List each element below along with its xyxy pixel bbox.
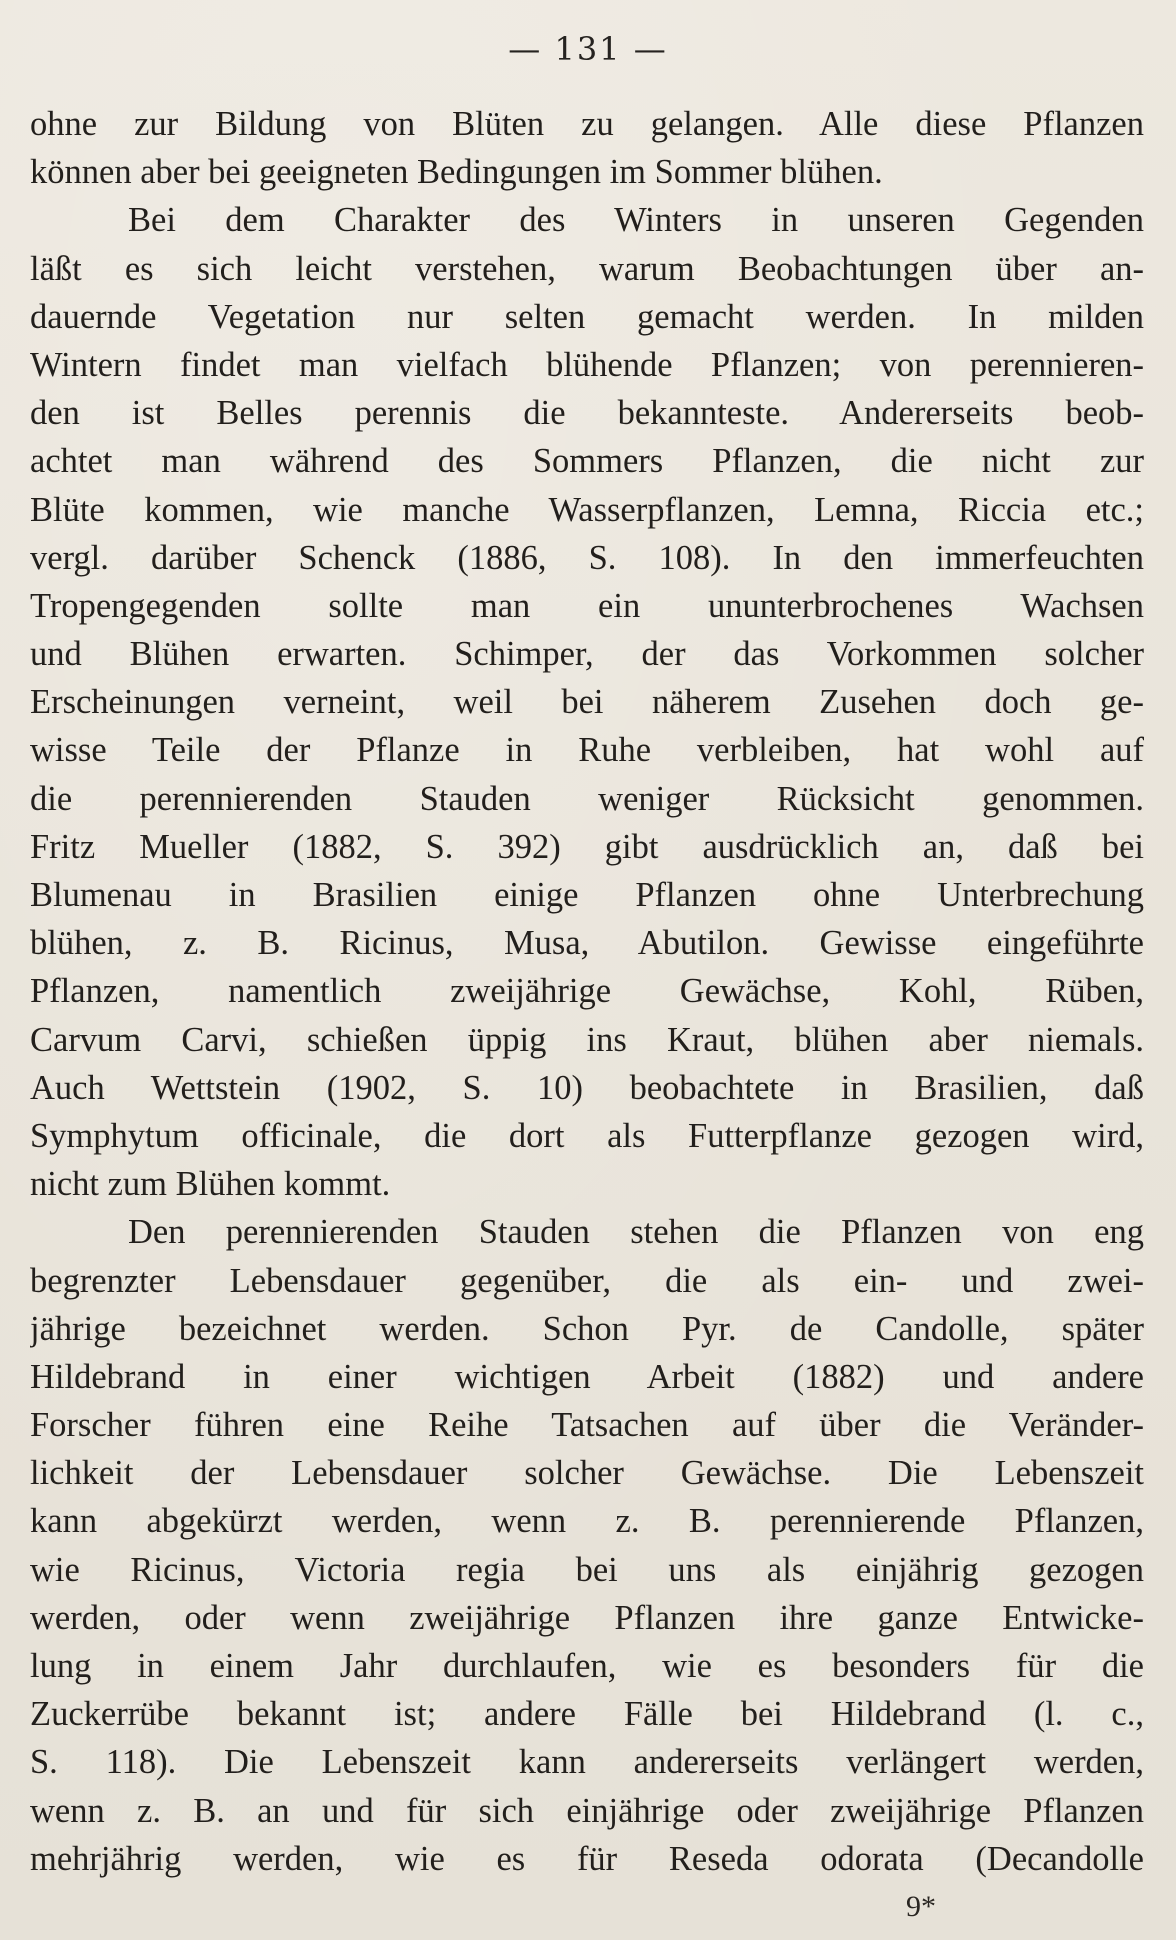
- paragraph-end-line: nicht zum Blühen kommt.: [30, 1165, 391, 1204]
- text-line: Hildebrand in einer wichtigen Arbeit (1882) und andere: [30, 1357, 1144, 1396]
- text-line: ohne zur Bildung von Blüten zu gelangen. Alle diese Pflanzen: [30, 105, 1144, 143]
- text-line: Fritz Mueller (1882, S. 392) gibt ausdrücklich an, daß bei: [30, 827, 1144, 866]
- text-line: kann abgekürzt werden, wenn z. B. perennierende Pflanzen,: [30, 1502, 1144, 1541]
- text-line: und Blühen erwarten. Schimper, der das Vorkommen solcher: [30, 635, 1144, 674]
- text-line: S. 118). Die Lebenszeit kann andererseits verlängert werden,: [30, 1743, 1144, 1782]
- page-number: — 131 —: [508, 30, 668, 68]
- text-line: Blumenau in Brasilien einige Pflanzen ohne Unterbrechung: [30, 876, 1144, 914]
- text-line: Zuckerrübe bekannt ist; andere Fälle bei Hildebrand (l. c.,: [30, 1695, 1144, 1734]
- text-line: Wintern findet man vielfach blühende Pflanzen; von perennieren-: [30, 345, 1144, 384]
- text-line: Pflanzen, namentlich zweijährige Gewächse, Kohl, Rüben,: [30, 972, 1144, 1011]
- text-line: wenn z. B. an und für sich einjährige oder zweijährige Pflanzen: [30, 1791, 1144, 1830]
- text-line: wie Ricinus, Victoria regia bei uns als einjährig gezogen: [30, 1550, 1144, 1589]
- text-line: Erscheinungen verneint, weil bei näherem Zusehen doch ge-: [30, 683, 1144, 722]
- text-line: können aber bei geeigneten Bedingungen im Sommer blühen.: [30, 153, 883, 192]
- text-line: achtet man während des Sommers Pflanzen, die nicht zur: [30, 442, 1144, 481]
- text-line: lichkeit der Lebensdauer solcher Gewächse. Die Lebenszeit: [30, 1454, 1144, 1493]
- text-line: wisse Teile der Pflanze in Ruhe verbleiben, hat wohl auf: [30, 731, 1144, 770]
- text-line: begrenzter Lebensdauer gegenüber, die als ein- und zwei-: [30, 1261, 1144, 1300]
- text-line: werden, oder wenn zweijährige Pflanzen ihre ganze Entwicke-: [30, 1598, 1144, 1637]
- text-line: Blüte kommen, wie manche Wasserpflanzen, Lemna, Riccia etc.;: [30, 490, 1144, 529]
- text-line: lung in einem Jahr durchlaufen, wie es besonders für die: [30, 1647, 1144, 1685]
- paragraph-start-line: Den perennierenden Stauden stehen die Pflanzen von eng: [128, 1213, 1144, 1252]
- text-line: dauernde Vegetation nur selten gemacht werden. In milden: [30, 297, 1144, 336]
- paragraph-start-line: Bei dem Charakter des Winters in unseren Gegenden: [128, 201, 1144, 240]
- text-line: Forscher führen eine Reihe Tatsachen auf über die Veränder-: [30, 1406, 1144, 1445]
- body-text: [30, 100, 1144, 1883]
- text-line: Auch Wettstein (1902, S. 10) beobachtete in Brasilien, daß: [30, 1068, 1144, 1107]
- signature-mark: 9*: [906, 1890, 936, 1923]
- text-line: Tropengegenden sollte man ein ununterbrochenes Wachsen: [30, 586, 1144, 625]
- text-line: den ist Belles perennis die bekannteste. Andererseits beob-: [30, 394, 1144, 433]
- text-line: die perennierenden Stauden weniger Rücksicht genommen.: [30, 779, 1144, 818]
- text-line: läßt es sich leicht verstehen, warum Beobachtungen über an-: [30, 249, 1144, 288]
- text-line: mehrjährig werden, wie es für Reseda odorata (Decandolle: [30, 1839, 1144, 1878]
- text-line: Symphytum officinale, die dort als Futterpflanze gezogen wird,: [30, 1116, 1144, 1155]
- text-line: Carvum Carvi, schießen üppig ins Kraut, blühen aber niemals.: [30, 1020, 1144, 1059]
- text-line: jährige bezeichnet werden. Schon Pyr. de Candolle, später: [30, 1309, 1144, 1348]
- text-line: blühen, z. B. Ricinus, Musa, Abutilon. Gewisse eingeführte: [30, 924, 1144, 963]
- text-line: vergl. darüber Schenck (1886, S. 108). In den immerfeuchten: [30, 538, 1144, 577]
